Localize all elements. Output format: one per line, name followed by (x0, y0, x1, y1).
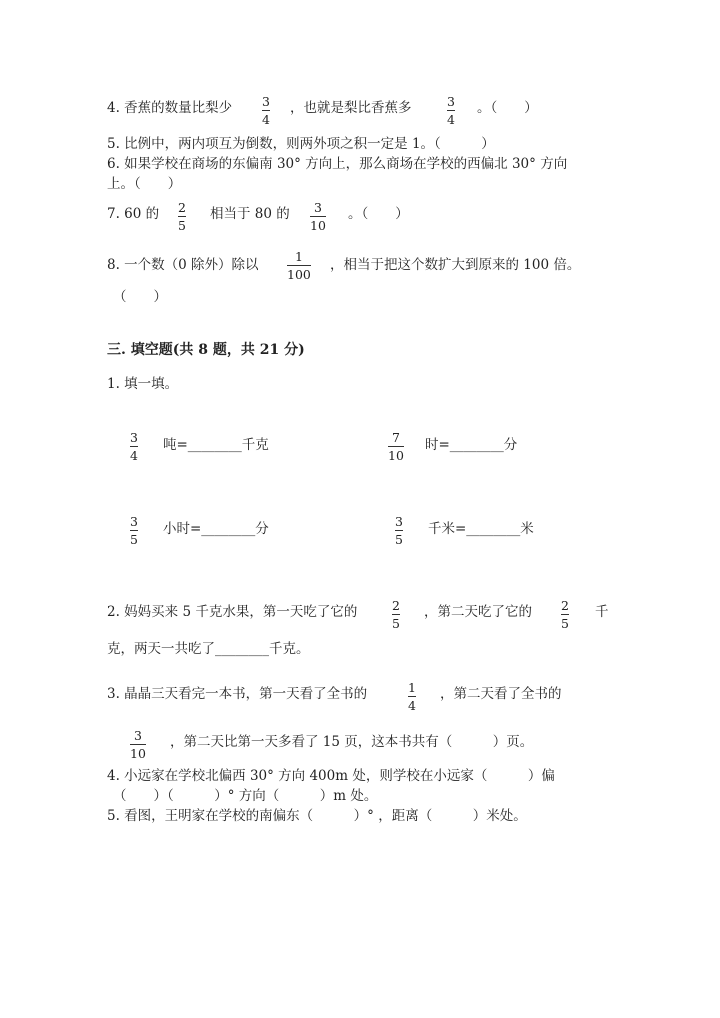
q4-answer-blank: 。（ ） (477, 100, 538, 116)
q6-text-line1: 6. 如果学校在商场的东偏南 30° 方向上，那么商场在学校的西偏北 30° 方向 (107, 156, 568, 172)
q7-fraction-1: 2 5 (178, 200, 186, 233)
q5-text: 5. 比例中，两内项互为倒数，则两外项之积一定是 1。（ ） (107, 136, 495, 152)
fill-q4-text-line1: 4. 小远家在学校北偏西 30° 方向 400m 处，则学校在小远家（ ）偏 (107, 768, 555, 784)
fill-q1-item2-fraction: 7 10 (388, 430, 404, 463)
fill-q2-text-a: 2. 妈妈买来 5 千克水果，第一天吃了它的 (107, 604, 358, 620)
fill-q2-text-b: ，第二天吃了它的 (424, 604, 532, 620)
q8-text-b: ，相当于把这个数扩大到原来的 100 倍。 (330, 257, 581, 273)
q4-text-b: ，也就是梨比香蕉多 (290, 100, 412, 116)
fill-q1-item4-text: 千米=________米 (428, 521, 534, 537)
fill-q2-text-line2: 克，两天一共吃了________千克。 (107, 641, 310, 657)
fill-q1-item1-text: 吨=________千克 (163, 437, 269, 453)
fill-q3-text-a: 3. 晶晶三天看完一本书，第一天看了全书的 (107, 686, 368, 702)
q8-text-a: 8. 一个数（0 除外）除以 (107, 257, 259, 273)
fill-q2-fraction-2: 2 5 (561, 598, 569, 631)
fill-q3-fraction-1: 1 4 (408, 680, 416, 713)
fill-q1-title: 1. 填一填。 (107, 376, 179, 392)
fill-q2-text-c: 千 (595, 604, 609, 620)
fill-q3-fraction-2: 3 10 (130, 728, 146, 761)
fill-q1-item4-fraction: 3 5 (395, 514, 403, 547)
fill-q3-text-b: ，第二天看了全书的 (440, 686, 562, 702)
q7-text-b: 相当于 80 的 (210, 206, 290, 222)
q6-text-line2: 上。（ ） (107, 176, 182, 192)
q8-fraction: 1 100 (287, 249, 311, 282)
section-heading: 三. 填空题(共 8 题，共 21 分) (107, 342, 305, 358)
fill-q1-item3-text: 小时=________分 (163, 521, 269, 537)
q4-fraction-1: 3 4 (262, 94, 270, 127)
fill-q3-text-c: ，第二天比第一天多看了 15 页，这本书共有（ ）页。 (170, 734, 534, 750)
fill-q5-text: 5. 看图，王明家在学校的南偏东（ ）° ，距离（ ）米处。 (107, 808, 527, 824)
fill-q1-item2-text: 时=________分 (425, 437, 518, 453)
fill-q1-item1-fraction: 3 4 (130, 430, 138, 463)
q8-answer-blank: （ ） (113, 289, 167, 305)
fill-q1-item3-fraction: 3 5 (130, 514, 138, 547)
q7-answer-blank: 。（ ） (348, 206, 409, 222)
q4-fraction-2: 3 4 (447, 94, 455, 127)
q7-fraction-2: 3 10 (310, 200, 326, 233)
fill-q4-text-line2: （ ）（ ）° 方向（ ）m 处。 (113, 788, 378, 804)
q7-text-a: 7. 60 的 (107, 206, 160, 222)
q4-text-a: 4. 香蕉的数量比梨少 (107, 100, 233, 116)
fill-q2-fraction-1: 2 5 (392, 598, 400, 631)
